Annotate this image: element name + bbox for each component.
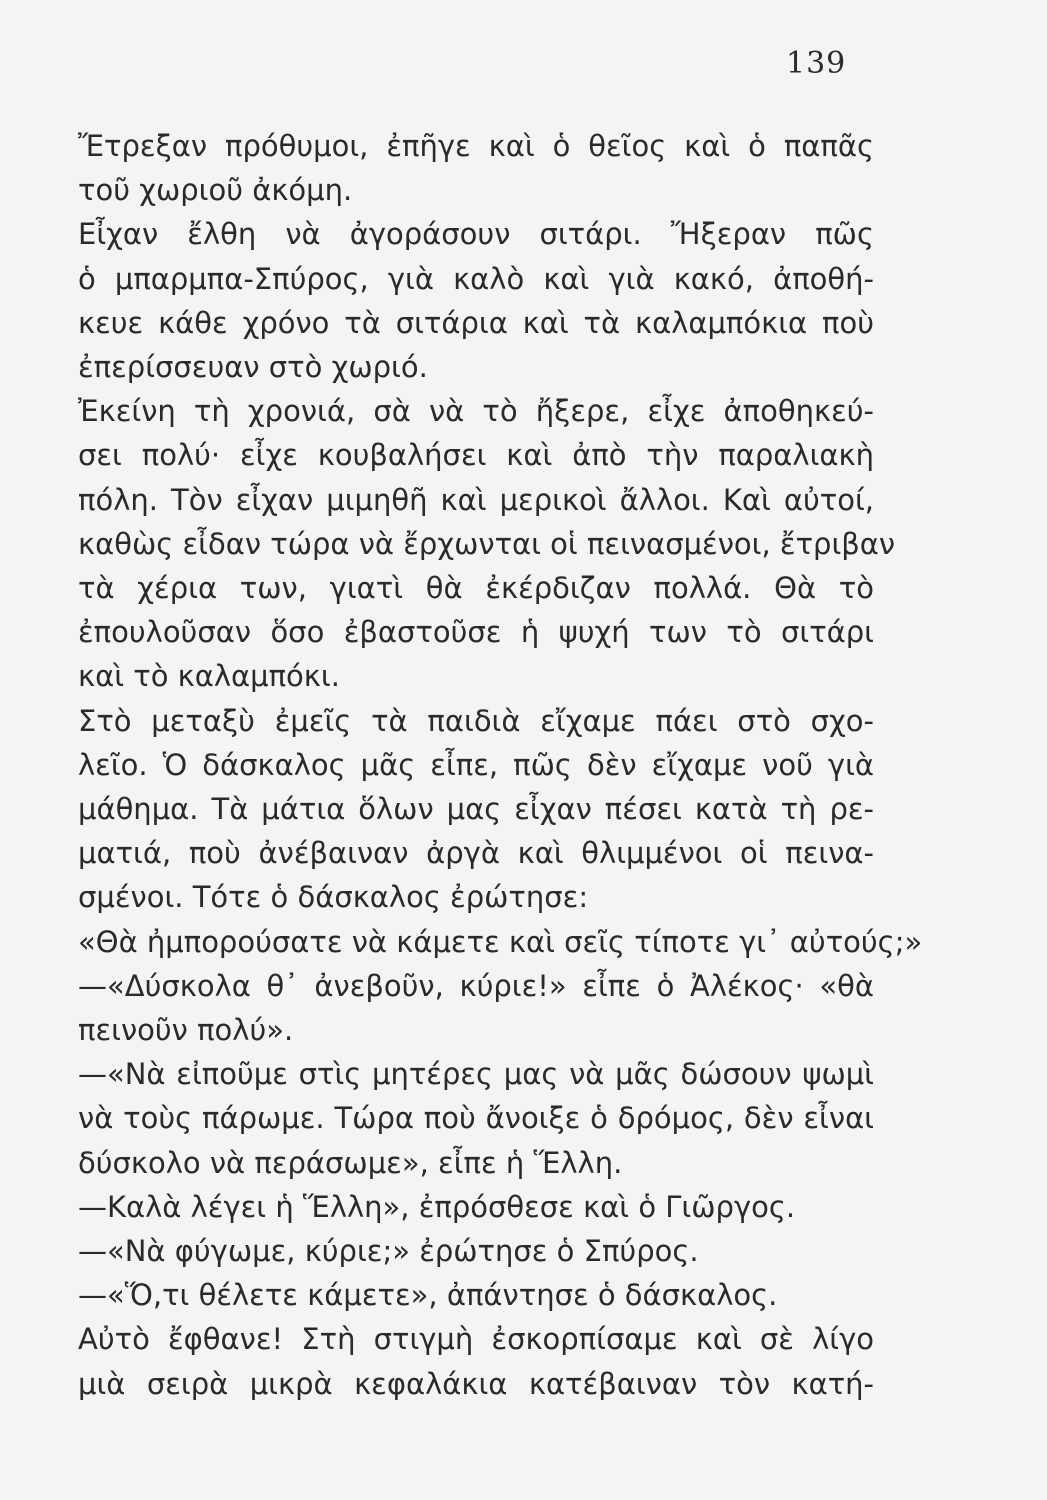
- text-line: ἐπουλοῦσαν ὅσο ἐβαστοῦσε ἡ ψυχή των τὸ σιτάρι: [78, 615, 874, 650]
- text-line: πόλη. Τὸν εἶχαν μιμηθῆ καὶ μερικοὶ ἄλλοι. Καὶ αὐτοί,: [78, 482, 874, 517]
- text-line: Εἶχαν ἔλθη νὰ ἀγοράσουν σιτάρι. Ἤξεραν πῶς: [78, 217, 874, 252]
- text-line: σει πολύ· εἶχε κουβαλήσει καὶ ἀπὸ τὴν παραλιακὴ: [78, 438, 874, 473]
- text-line: —«Ὅ,τι θέλετε κάμετε», ἀπάντησε ὁ δάσκαλος.: [78, 1278, 778, 1313]
- text-line: «Θὰ ἠμπορούσατε νὰ κάμετε καὶ σεῖς τίποτε γι᾽ αὐτούς;»: [78, 924, 923, 959]
- page-number: 139: [786, 46, 847, 81]
- text-line: λεῖο. Ὁ δάσκαλος μᾶς εἶπε, πῶς δὲν εἴχαμε νοῦ γιὰ: [78, 747, 874, 782]
- text-line: καθὼς εἶδαν τώρα νὰ ἔρχωνται οἱ πεινασμένοι, ἔτριβαν: [78, 526, 896, 561]
- text-line: Ἔτρεξαν πρόθυμοι, ἐπῆγε καὶ ὁ θεῖος καὶ ὁ παπᾶς: [78, 129, 874, 163]
- text-line: πεινοῦν πολύ».: [78, 1013, 294, 1047]
- text-line: Στὸ μεταξὺ ἐμεῖς τὰ παιδιὰ εἴχαμε πάει στὸ σχο-: [78, 703, 874, 738]
- text-line: Ἐκείνη τὴ χρονιά, σὰ νὰ τὸ ἤξερε, εἶχε ἀποθηκεύ-: [78, 394, 874, 429]
- text-line: —Καλὰ λέγει ἡ Ἕλλη», ἐπρόσθεσε καὶ ὁ Γιῶργος.: [78, 1189, 796, 1224]
- text-line: τὰ χέρια των, γιατὶ θὰ ἐκέρδιζαν πολλά. Θὰ τὸ: [78, 571, 874, 605]
- text-line: ἐπερίσσευαν στὸ χωριό.: [78, 350, 428, 384]
- text-line: νὰ τοὺς πάρωμε. Τώρα ποὺ ἄνοιξε ὁ δρόμος, δὲν εἶναι: [78, 1101, 874, 1136]
- text-line: —«Δύσκολα θ᾽ ἀνεβοῦν, κύριε!» εἶπε ὁ Ἀλέκος· «θὰ: [78, 968, 874, 1003]
- text-line: —«Νὰ φύγωμε, κύριε;» ἐρώτησε ὁ Σπύρος.: [78, 1234, 699, 1268]
- text-line: κευε κάθε χρόνο τὰ σιτάρια καὶ τὰ καλαμπόκια ποὺ: [78, 305, 874, 340]
- text-line: σμένοι. Τότε ὁ δάσκαλος ἐρώτησε:: [78, 880, 589, 915]
- text-line: μιὰ σειρὰ μικρὰ κεφαλάκια κατέβαιναν τὸν κατή-: [78, 1366, 874, 1401]
- text-line: ματιά, ποὺ ἀνέβαιναν ἀργὰ καὶ θλιμμένοι οἱ πεινα-: [78, 836, 874, 871]
- text-line: —«Νὰ εἰποῦμε στὶς μητέρες μας νὰ μᾶς δώσουν ψωμὶ: [78, 1057, 874, 1092]
- text-line: τοῦ χωριοῦ ἀκόμη.: [78, 173, 353, 208]
- text-line: καὶ τὸ καλαμπόκι.: [78, 659, 340, 694]
- text-line: ὁ μπαρμπα-Σπύρος, γιὰ καλὸ καὶ γιὰ κακό, ἀποθή-: [78, 261, 874, 296]
- text-line: δύσκολο νὰ περάσωμε», εἶπε ἡ Ἕλλη.: [78, 1145, 623, 1180]
- text-line: μάθημα. Τὰ μάτια ὅλων μας εἶχαν πέσει κατὰ τὴ ρε-: [78, 792, 874, 826]
- text-line: Αὐτὸ ἔφθανε! Στὴ στιγμὴ ἐσκορπίσαμε καὶ σὲ λίγο: [78, 1322, 874, 1357]
